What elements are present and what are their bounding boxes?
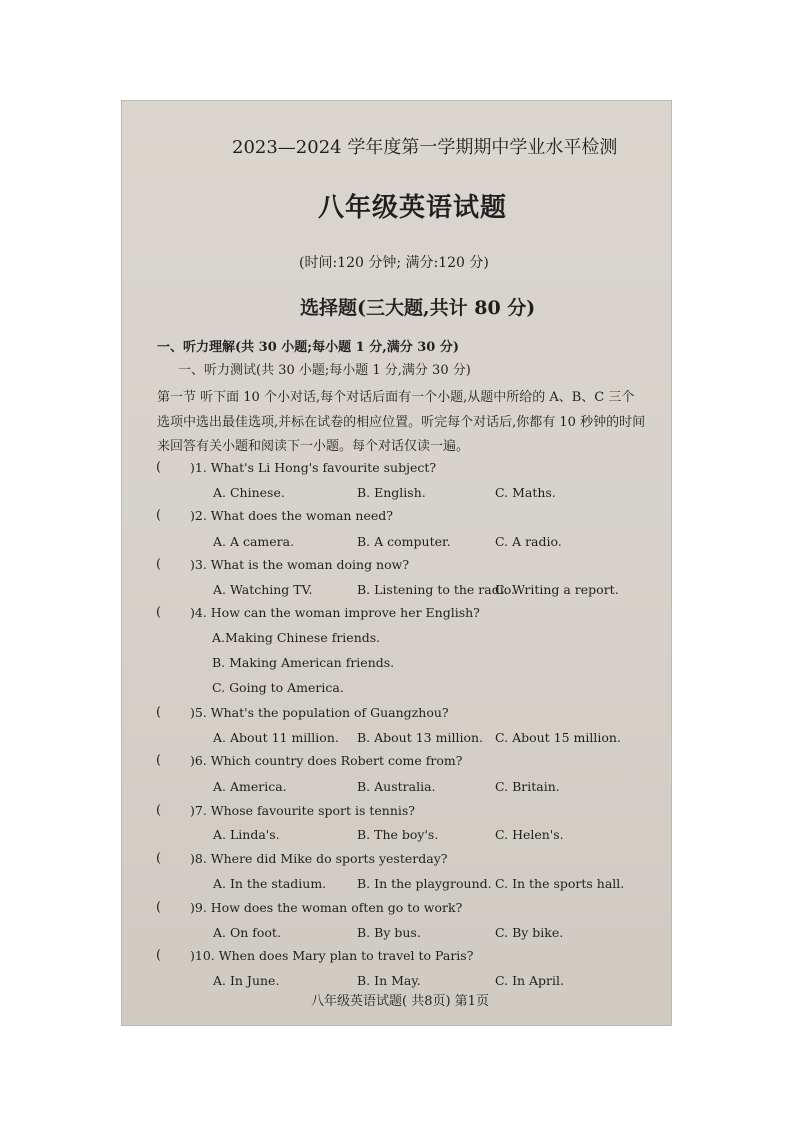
answer-option: C. A radio. <box>495 534 562 549</box>
answer-option: A. A camera. <box>213 534 295 549</box>
answer-option: A. Linda's. <box>213 827 280 842</box>
answer-paren: ( <box>156 460 162 475</box>
question-stem: )1. What's Li Hong's favourite subject? <box>190 460 437 475</box>
instruction-line: 来回答有关小题和阅读下一小题。每个对话仅读一遍。 <box>157 439 470 454</box>
paper-title: 八年级英语试题 <box>318 193 508 223</box>
answer-option: C. By bike. <box>495 925 564 940</box>
instruction-line: 选项中选出最佳选项,并标在试卷的相应位置。听完每个对话后,你都有 10 秒钟的时间 <box>157 415 646 430</box>
part-title: 一、听力理解(共 30 小题;每小题 1 分,满分 30 分) <box>157 340 460 355</box>
answer-paren: ( <box>156 753 162 768</box>
question-stem: )10. When does Mary plan to travel to Paris? <box>190 948 474 963</box>
time-info: (时间:120 分钟; 满分:120 分) <box>299 255 489 271</box>
question-stem: )2. What does the woman need? <box>190 508 393 523</box>
question-stem: )9. How does the woman often go to work? <box>190 900 463 915</box>
instruction-line: 第一节 听下面 10 个小对话,每个对话后面有一个小题,从题中所给的 A、B、C 三个 <box>157 390 635 405</box>
answer-paren: ( <box>156 900 162 915</box>
question-stem: )5. What's the population of Guangzhou? <box>190 705 449 720</box>
answer-option: A. Chinese. <box>213 485 285 500</box>
question-stem: )8. Where did Mike do sports yesterday? <box>190 851 448 866</box>
answer-option: B. In May. <box>357 973 421 988</box>
answer-option: B. Making American friends. <box>212 655 395 670</box>
answer-option: C. Writing a report. <box>495 582 619 597</box>
answer-paren: ( <box>156 557 162 572</box>
question-stem: )3. What is the woman doing now? <box>190 557 410 572</box>
answer-option: A. In June. <box>213 973 280 988</box>
answer-paren: ( <box>156 508 162 523</box>
answer-option: A.Making Chinese friends. <box>212 630 381 645</box>
answer-option: C. Maths. <box>495 485 556 500</box>
answer-option: A. On foot. <box>213 925 281 940</box>
answer-paren: ( <box>156 851 162 866</box>
answer-paren: ( <box>156 948 162 963</box>
answer-option: B. Australia. <box>357 779 436 794</box>
answer-option: B. The boy's. <box>357 827 439 842</box>
answer-option: A. America. <box>213 779 287 794</box>
question-stem: )6. Which country does Robert come from? <box>190 753 463 768</box>
answer-option: C. Britain. <box>495 779 560 794</box>
answer-option: B. A computer. <box>357 534 451 549</box>
answer-option: A. About 11 million. <box>213 730 339 745</box>
answer-paren: ( <box>156 705 162 720</box>
answer-option: A. Watching TV. <box>213 582 313 597</box>
page-footer: 八年级英语试题( 共8页) 第1页 <box>311 994 489 1009</box>
exam-title: 2023—2024 学年度第一学期期中学业水平检测 <box>232 137 618 158</box>
answer-option: C. Going to America. <box>212 680 344 695</box>
answer-option: B. In the playground. <box>357 876 492 891</box>
question-stem: )4. How can the woman improve her English? <box>190 605 480 620</box>
section-title: 选择题(三大题,共计 80 分) <box>300 297 536 319</box>
answer-option: B. By bus. <box>357 925 421 940</box>
answer-option: C. In April. <box>495 973 565 988</box>
answer-option: C. Helen's. <box>495 827 564 842</box>
answer-paren: ( <box>156 605 162 620</box>
answer-option: B. English. <box>357 485 426 500</box>
question-stem: )7. Whose favourite sport is tennis? <box>190 803 416 818</box>
answer-option: C. About 15 million. <box>495 730 621 745</box>
answer-option: B. Listening to the radio. <box>357 582 516 597</box>
answer-option: B. About 13 million. <box>357 730 484 745</box>
sub-title: 一、听力测试(共 30 小题;每小题 1 分,满分 30 分) <box>178 363 471 378</box>
answer-option: A. In the stadium. <box>213 876 327 891</box>
answer-option: C. In the sports hall. <box>495 876 625 891</box>
answer-paren: ( <box>156 803 162 818</box>
